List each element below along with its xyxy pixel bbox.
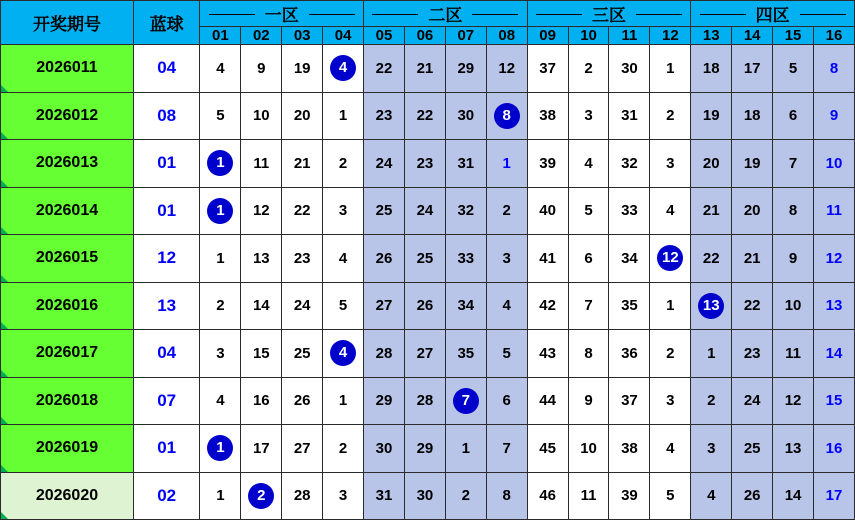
number-cell: 1 <box>323 377 364 425</box>
table-row <box>1 472 855 520</box>
table-row <box>1 425 855 473</box>
number-cell: 6 <box>568 235 609 283</box>
header-period: 开奖期号 <box>1 1 134 45</box>
zone-3-label: 三区 <box>592 1 626 26</box>
number-cell: 2 <box>691 377 732 425</box>
number-cell: 1 <box>650 282 691 330</box>
zone-4-label: 四区 <box>756 1 790 26</box>
blue-ball-cell: 01 <box>133 425 199 473</box>
number-cell: 27 <box>282 425 323 473</box>
number-cell: 9 <box>568 377 609 425</box>
corner-marker-icon <box>1 322 8 329</box>
corner-marker-icon <box>1 417 8 424</box>
zone-1-label: 一区 <box>265 1 299 26</box>
number-cell: 26 <box>282 377 323 425</box>
period-cell[interactable]: 2026017 <box>1 330 134 378</box>
hit-number-cell <box>200 425 241 473</box>
period-cell[interactable]: 2026015 <box>1 235 134 283</box>
number-cell: 25 <box>732 425 773 473</box>
number-cell: 29 <box>404 425 445 473</box>
number-cell: 17 <box>732 45 773 93</box>
number-cell: 32 <box>445 187 486 235</box>
number-cell: 22 <box>732 282 773 330</box>
header-zone-4 <box>691 1 855 27</box>
number-cell: 14 <box>773 472 814 520</box>
number-cell: 21 <box>404 45 445 93</box>
number-cell: 9 <box>814 92 855 140</box>
number-cell: 16 <box>814 425 855 473</box>
table-header <box>1 1 855 45</box>
header-zone-1 <box>200 1 364 27</box>
period-cell[interactable]: 2026014 <box>1 187 134 235</box>
number-cell: 20 <box>691 140 732 188</box>
number-cell: 46 <box>527 472 568 520</box>
number-cell: 3 <box>323 187 364 235</box>
number-cell: 19 <box>282 45 323 93</box>
hit-ball-icon: 1 <box>207 435 233 461</box>
number-cell: 27 <box>404 330 445 378</box>
number-cell: 24 <box>282 282 323 330</box>
number-cell: 26 <box>732 472 773 520</box>
number-cell: 22 <box>364 45 405 93</box>
number-cell: 1 <box>200 235 241 283</box>
blue-ball-cell: 07 <box>133 377 199 425</box>
corner-marker-icon <box>1 227 8 234</box>
corner-marker-icon <box>1 180 8 187</box>
period-cell[interactable]: 2026019 <box>1 425 134 473</box>
column-header-04: 04 <box>323 27 364 45</box>
column-header-03: 03 <box>282 27 323 45</box>
number-cell: 18 <box>691 45 732 93</box>
number-cell: 30 <box>609 45 650 93</box>
blue-ball-cell: 04 <box>133 45 199 93</box>
number-cell: 22 <box>282 187 323 235</box>
corner-marker-icon <box>1 512 8 519</box>
hit-number-cell <box>691 282 732 330</box>
table-row <box>1 45 855 93</box>
number-cell: 5 <box>650 472 691 520</box>
column-header-06: 06 <box>404 27 445 45</box>
number-cell: 13 <box>814 282 855 330</box>
period-cell[interactable]: 2026018 <box>1 377 134 425</box>
number-cell: 23 <box>364 92 405 140</box>
number-cell: 41 <box>527 235 568 283</box>
number-cell: 4 <box>568 140 609 188</box>
period-cell[interactable]: 2026012 <box>1 92 134 140</box>
column-header-08: 08 <box>486 27 527 45</box>
number-cell: 43 <box>527 330 568 378</box>
blue-ball-cell: 01 <box>133 187 199 235</box>
number-cell: 4 <box>200 377 241 425</box>
number-cell: 28 <box>404 377 445 425</box>
number-cell: 29 <box>445 45 486 93</box>
column-header-11: 11 <box>609 27 650 45</box>
number-cell: 36 <box>609 330 650 378</box>
blue-ball-cell: 02 <box>133 472 199 520</box>
number-cell: 35 <box>609 282 650 330</box>
number-cell: 2 <box>200 282 241 330</box>
blue-ball-cell: 13 <box>133 282 199 330</box>
number-cell: 44 <box>527 377 568 425</box>
header-zone-2 <box>364 1 528 27</box>
hit-ball-icon: 2 <box>248 483 274 509</box>
hit-ball-icon: 4 <box>330 340 356 366</box>
table-body <box>1 45 855 520</box>
number-cell: 2 <box>323 425 364 473</box>
number-cell: 21 <box>691 187 732 235</box>
number-cell: 19 <box>732 140 773 188</box>
table-row <box>1 330 855 378</box>
hit-ball-icon: 1 <box>207 150 233 176</box>
number-cell: 20 <box>732 187 773 235</box>
number-cell: 5 <box>773 45 814 93</box>
hit-ball-icon: 8 <box>494 103 520 129</box>
number-cell: 24 <box>364 140 405 188</box>
hit-number-cell <box>323 330 364 378</box>
number-cell: 24 <box>732 377 773 425</box>
number-cell: 13 <box>773 425 814 473</box>
number-cell: 1 <box>200 472 241 520</box>
number-cell: 21 <box>732 235 773 283</box>
number-cell: 9 <box>241 45 282 93</box>
number-cell: 4 <box>200 45 241 93</box>
number-cell: 26 <box>364 235 405 283</box>
number-cell: 8 <box>814 45 855 93</box>
number-cell: 4 <box>650 187 691 235</box>
number-cell: 10 <box>568 425 609 473</box>
corner-marker-icon <box>1 275 8 282</box>
number-cell: 3 <box>650 140 691 188</box>
number-cell: 1 <box>486 140 527 188</box>
number-cell: 22 <box>404 92 445 140</box>
number-cell: 23 <box>404 140 445 188</box>
number-cell: 23 <box>282 235 323 283</box>
period-cell[interactable]: 2026020 <box>1 472 134 520</box>
number-cell: 15 <box>241 330 282 378</box>
number-cell: 5 <box>486 330 527 378</box>
blue-ball-cell: 01 <box>133 140 199 188</box>
number-cell: 3 <box>200 330 241 378</box>
number-cell: 22 <box>691 235 732 283</box>
number-cell: 1 <box>650 45 691 93</box>
number-cell: 3 <box>691 425 732 473</box>
corner-marker-icon <box>1 465 8 472</box>
number-cell: 2 <box>323 140 364 188</box>
number-cell: 29 <box>364 377 405 425</box>
number-cell: 14 <box>814 330 855 378</box>
number-cell: 30 <box>364 425 405 473</box>
number-cell: 28 <box>364 330 405 378</box>
number-cell: 3 <box>568 92 609 140</box>
period-cell[interactable]: 2026011 <box>1 45 134 93</box>
number-cell: 32 <box>609 140 650 188</box>
number-cell: 8 <box>568 330 609 378</box>
number-cell: 25 <box>404 235 445 283</box>
column-header-07: 07 <box>445 27 486 45</box>
number-cell: 31 <box>445 140 486 188</box>
blue-ball-cell: 12 <box>133 235 199 283</box>
column-header-12: 12 <box>650 27 691 45</box>
hit-number-cell <box>445 377 486 425</box>
number-cell: 1 <box>445 425 486 473</box>
number-cell: 39 <box>527 140 568 188</box>
number-cell: 35 <box>445 330 486 378</box>
zone-2-label: 二区 <box>428 1 462 26</box>
number-cell: 9 <box>773 235 814 283</box>
table-row <box>1 140 855 188</box>
number-cell: 34 <box>445 282 486 330</box>
number-cell: 37 <box>527 45 568 93</box>
hit-number-cell <box>323 45 364 93</box>
column-header-05: 05 <box>364 27 405 45</box>
number-cell: 1 <box>323 92 364 140</box>
number-cell: 10 <box>773 282 814 330</box>
number-cell: 5 <box>200 92 241 140</box>
number-cell: 28 <box>282 472 323 520</box>
number-cell: 2 <box>568 45 609 93</box>
number-cell: 10 <box>241 92 282 140</box>
hit-ball-icon: 4 <box>330 55 356 81</box>
hit-number-cell <box>200 187 241 235</box>
header-row-zones <box>1 1 855 27</box>
column-header-01: 01 <box>200 27 241 45</box>
number-cell: 4 <box>486 282 527 330</box>
number-cell: 14 <box>241 282 282 330</box>
hit-ball-icon: 1 <box>207 198 233 224</box>
table-row <box>1 377 855 425</box>
blue-ball-cell: 04 <box>133 330 199 378</box>
number-cell: 5 <box>323 282 364 330</box>
number-cell: 25 <box>364 187 405 235</box>
period-cell[interactable]: 2026013 <box>1 140 134 188</box>
corner-marker-icon <box>1 85 8 92</box>
number-cell: 34 <box>609 235 650 283</box>
table-row <box>1 92 855 140</box>
column-header-09: 09 <box>527 27 568 45</box>
number-cell: 26 <box>404 282 445 330</box>
number-cell: 37 <box>609 377 650 425</box>
column-header-13: 13 <box>691 27 732 45</box>
number-cell: 23 <box>732 330 773 378</box>
hit-ball-icon: 13 <box>698 293 724 319</box>
hit-ball-icon: 12 <box>657 245 683 271</box>
number-cell: 42 <box>527 282 568 330</box>
number-cell: 11 <box>241 140 282 188</box>
number-cell: 6 <box>773 92 814 140</box>
number-cell: 10 <box>814 140 855 188</box>
number-cell: 18 <box>732 92 773 140</box>
blue-ball-cell: 08 <box>133 92 199 140</box>
number-cell: 13 <box>241 235 282 283</box>
number-cell: 11 <box>568 472 609 520</box>
number-cell: 24 <box>404 187 445 235</box>
hit-number-cell <box>650 235 691 283</box>
number-cell: 1 <box>691 330 732 378</box>
period-cell[interactable]: 2026016 <box>1 282 134 330</box>
number-cell: 30 <box>445 92 486 140</box>
number-cell: 12 <box>814 235 855 283</box>
column-header-14: 14 <box>732 27 773 45</box>
table-row <box>1 235 855 283</box>
number-cell: 6 <box>486 377 527 425</box>
number-cell: 12 <box>773 377 814 425</box>
number-cell: 3 <box>650 377 691 425</box>
number-cell: 4 <box>650 425 691 473</box>
hit-number-cell <box>486 92 527 140</box>
number-cell: 17 <box>241 425 282 473</box>
number-cell: 30 <box>404 472 445 520</box>
number-cell: 16 <box>241 377 282 425</box>
number-cell: 7 <box>486 425 527 473</box>
number-cell: 31 <box>364 472 405 520</box>
number-cell: 40 <box>527 187 568 235</box>
number-cell: 3 <box>323 472 364 520</box>
number-cell: 25 <box>282 330 323 378</box>
number-cell: 4 <box>323 235 364 283</box>
number-cell: 3 <box>486 235 527 283</box>
number-cell: 31 <box>609 92 650 140</box>
column-header-15: 15 <box>773 27 814 45</box>
number-cell: 7 <box>568 282 609 330</box>
number-cell: 11 <box>814 187 855 235</box>
corner-marker-icon <box>1 370 8 377</box>
column-header-02: 02 <box>241 27 282 45</box>
number-cell: 12 <box>241 187 282 235</box>
number-cell: 38 <box>527 92 568 140</box>
number-cell: 33 <box>609 187 650 235</box>
number-cell: 15 <box>814 377 855 425</box>
number-cell: 11 <box>773 330 814 378</box>
number-cell: 27 <box>364 282 405 330</box>
number-cell: 45 <box>527 425 568 473</box>
hit-number-cell <box>200 140 241 188</box>
number-cell: 8 <box>773 187 814 235</box>
number-cell: 5 <box>568 187 609 235</box>
number-cell: 7 <box>773 140 814 188</box>
number-cell: 20 <box>282 92 323 140</box>
table-row <box>1 187 855 235</box>
number-cell: 21 <box>282 140 323 188</box>
number-cell: 2 <box>486 187 527 235</box>
column-header-10: 10 <box>568 27 609 45</box>
header-blue-ball: 蓝球 <box>133 1 199 45</box>
column-header-16: 16 <box>814 27 855 45</box>
number-cell: 8 <box>486 472 527 520</box>
hit-ball-icon: 7 <box>453 388 479 414</box>
number-cell: 2 <box>445 472 486 520</box>
number-cell: 4 <box>691 472 732 520</box>
number-cell: 17 <box>814 472 855 520</box>
hit-number-cell <box>241 472 282 520</box>
number-cell: 2 <box>650 92 691 140</box>
table-row <box>1 282 855 330</box>
number-cell: 33 <box>445 235 486 283</box>
number-cell: 2 <box>650 330 691 378</box>
corner-marker-icon <box>1 132 8 139</box>
header-zone-3 <box>527 1 691 27</box>
number-cell: 38 <box>609 425 650 473</box>
number-cell: 39 <box>609 472 650 520</box>
number-cell: 12 <box>486 45 527 93</box>
number-cell: 19 <box>691 92 732 140</box>
